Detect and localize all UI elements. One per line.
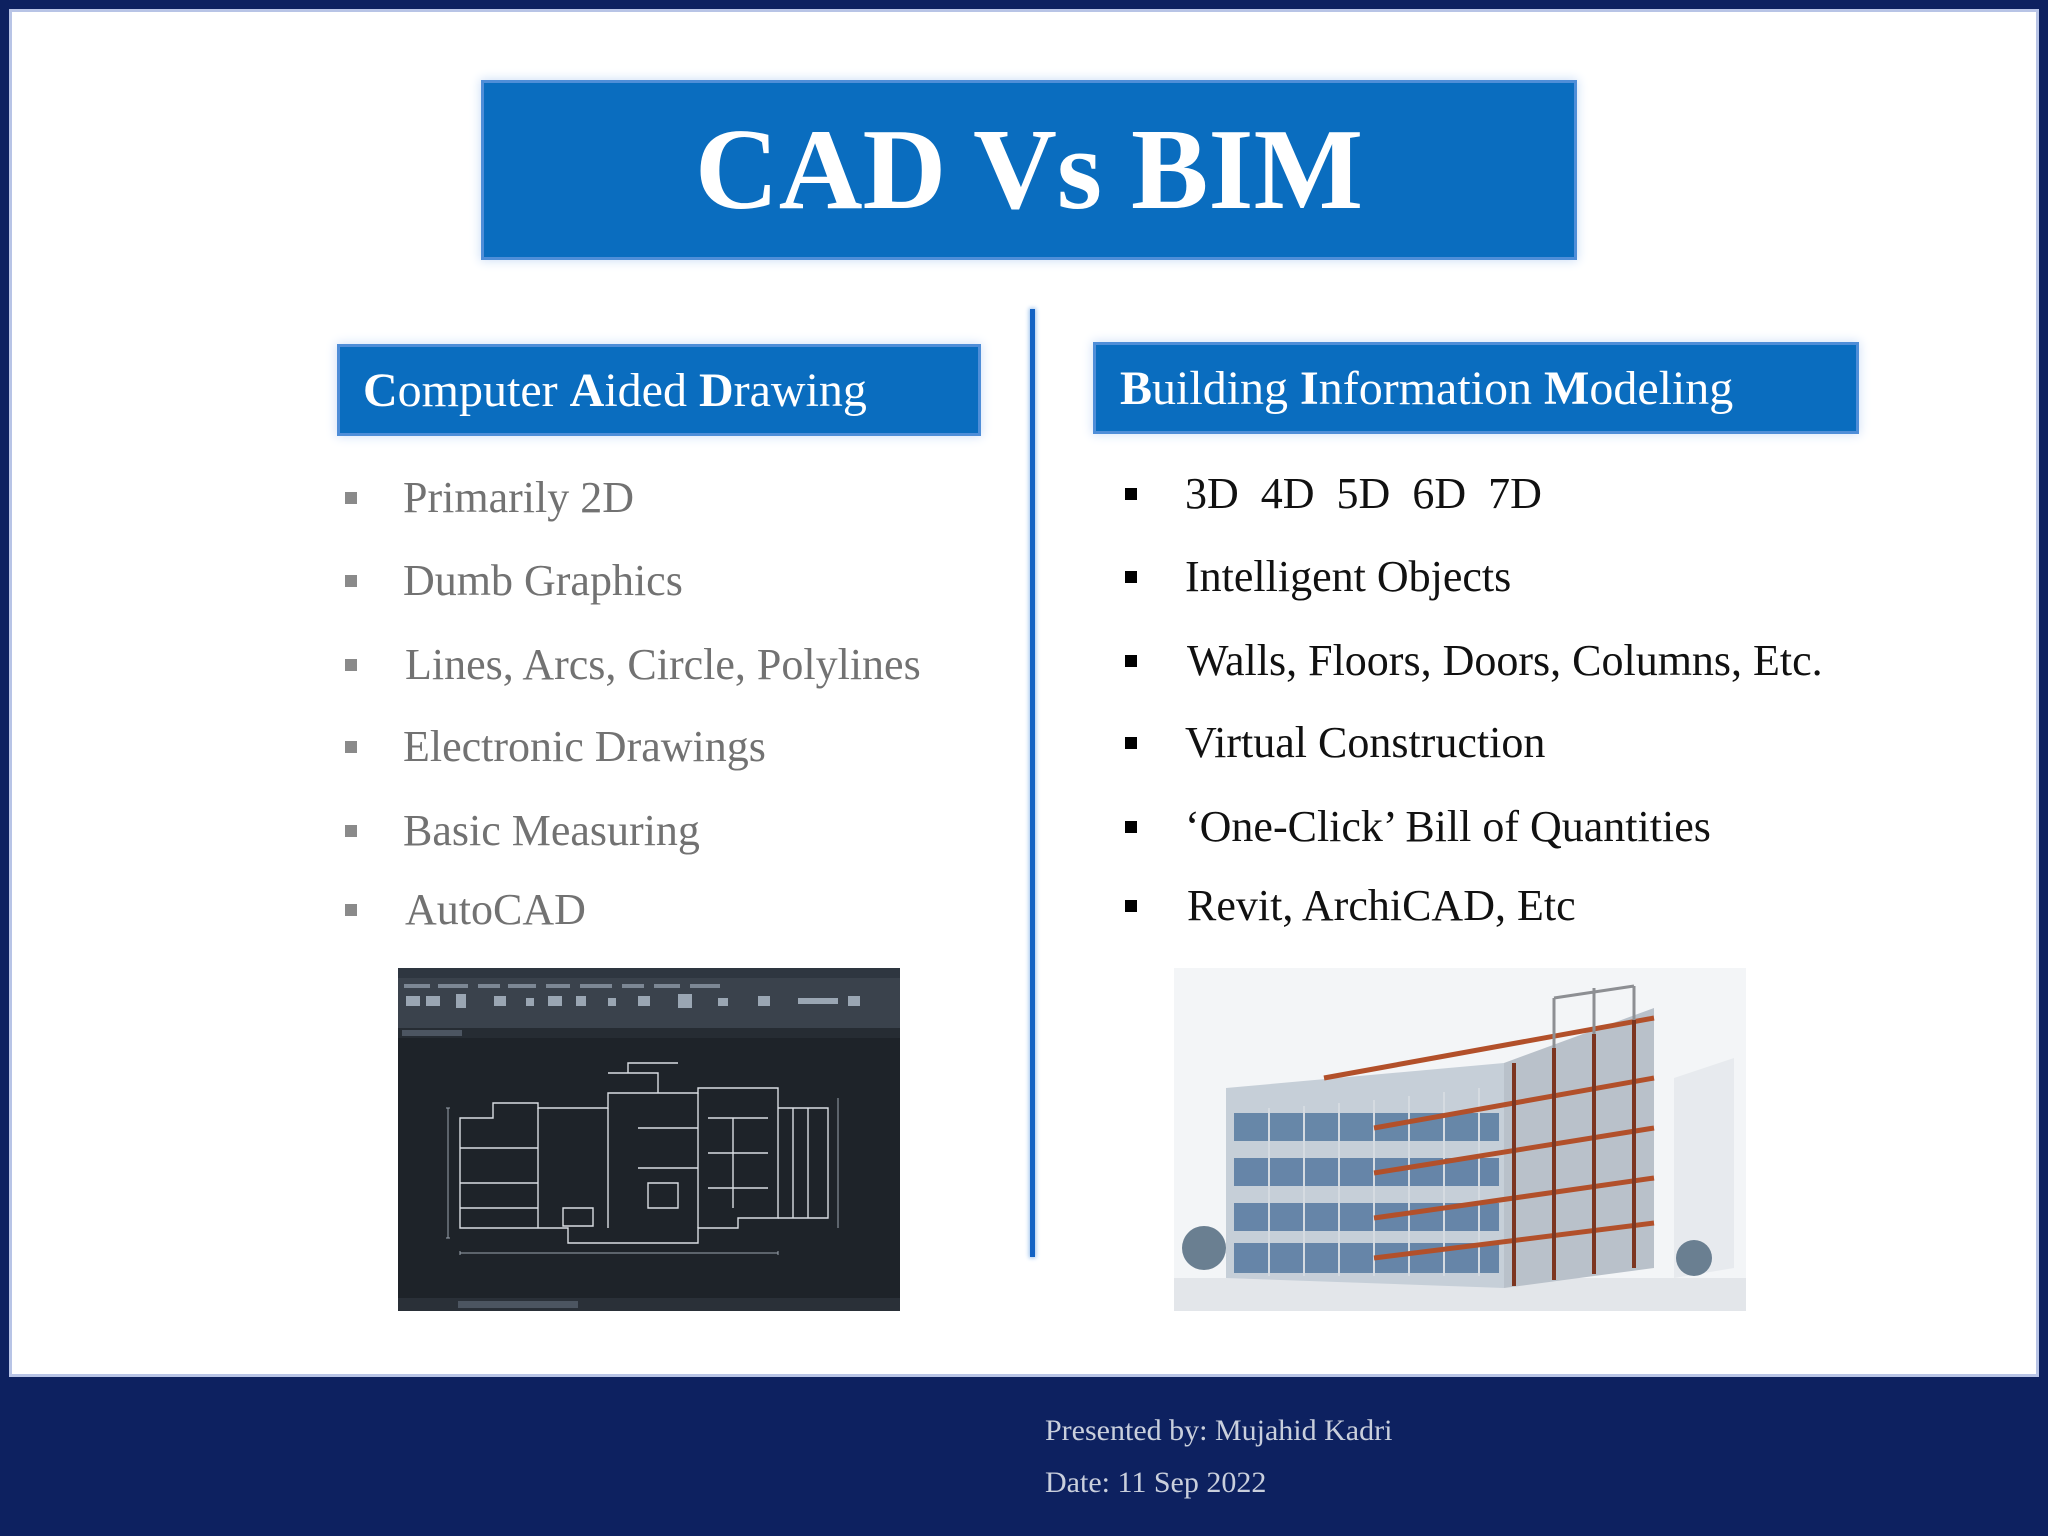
square-bullet-icon: [345, 492, 357, 504]
square-bullet-icon: [345, 825, 357, 837]
list-item: Walls, Floors, Doors, Columns, Etc.: [1185, 639, 1823, 683]
square-bullet-icon: [1125, 655, 1137, 667]
slide-title: CAD Vs BIM: [694, 106, 1364, 234]
cad-heading-text: Computer Aided Drawing: [363, 363, 867, 417]
list-item: ‘One-Click’ Bill of Quantities: [1185, 805, 1711, 849]
bim-building-image: [1174, 968, 1746, 1311]
list-item: Virtual Construction: [1185, 721, 1545, 765]
list-item: Intelligent Objects: [1185, 555, 1511, 599]
date-text: Date: 11 Sep 2022: [1045, 1466, 1267, 1499]
square-bullet-icon: [1125, 821, 1137, 833]
vertical-divider: [1030, 309, 1035, 1257]
presenter-text: Presented by: Mujahid Kadri: [1045, 1414, 1393, 1447]
list-item: Primarily 2D: [403, 476, 634, 520]
autocad-drawing-graphic: [398, 968, 900, 1311]
list-item: Lines, Arcs, Circle, Polylines: [403, 643, 921, 687]
square-bullet-icon: [345, 741, 357, 753]
square-bullet-icon: [345, 575, 357, 587]
square-bullet-icon: [1125, 488, 1137, 500]
list-item: Dumb Graphics: [403, 559, 683, 603]
title-banner: [484, 83, 1574, 257]
list-item: Basic Measuring: [403, 809, 700, 853]
list-item: Revit, ArchiCAD, Etc: [1185, 884, 1576, 928]
autocad-screenshot-image: [398, 968, 900, 1311]
bim-heading: [1096, 345, 1856, 431]
bim-heading-text: Building Information Modeling: [1120, 361, 1734, 415]
square-bullet-icon: [1125, 737, 1137, 749]
square-bullet-icon: [1125, 900, 1137, 912]
cad-heading: [340, 347, 978, 433]
list-item: Electronic Drawings: [403, 725, 766, 769]
list-item: AutoCAD: [403, 888, 586, 932]
square-bullet-icon: [345, 659, 357, 671]
square-bullet-icon: [1125, 571, 1137, 583]
slide: [9, 9, 2039, 1377]
list-item: 3D 4D 5D 6D 7D: [1185, 472, 1542, 516]
bim-building-graphic: [1174, 968, 1746, 1311]
square-bullet-icon: [345, 904, 357, 916]
